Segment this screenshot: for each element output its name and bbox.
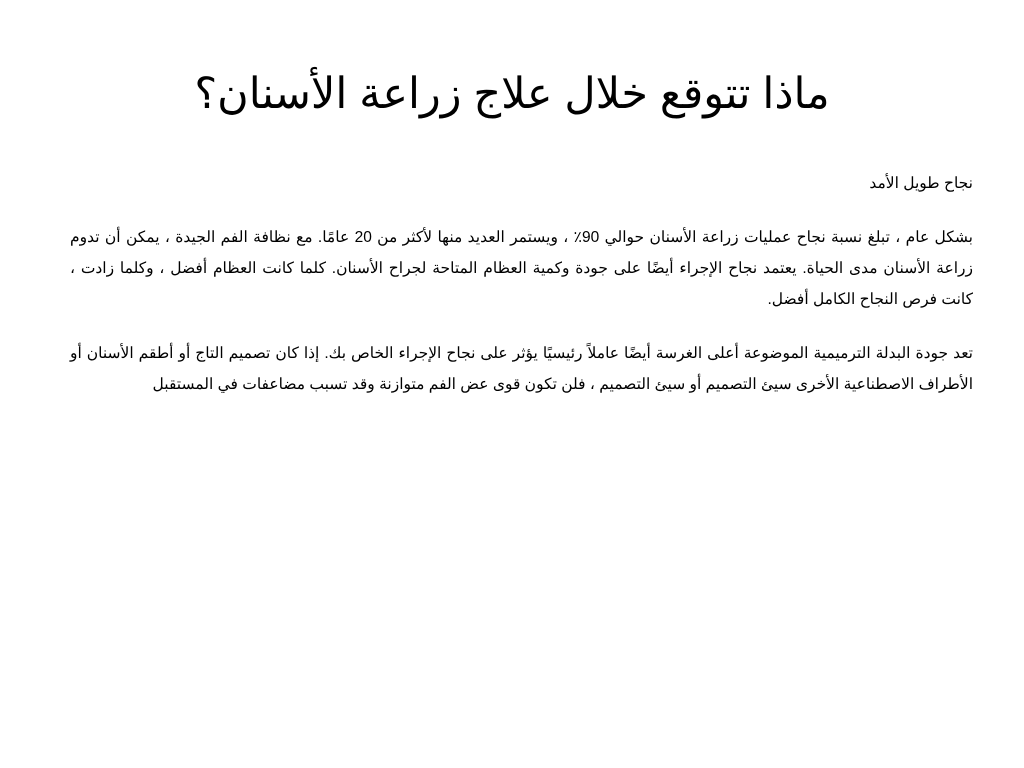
paragraph-success-rate: بشكل عام ، تبلغ نسبة نجاح عمليات زراعة الأسنان حوالي 90٪ ، ويستمر العديد منها لأكثر من 20 عامًا. مع نظافة الفم الجيدة ، يمكن أن تدوم زراعة الأسنان مدى الحياة. يعتمد نجاح الإجراء أيضًا على جودة وكمية العظام المتاحة لجراح الأسنان. كلما كانت العظام أفضل ، وكلما زادت ، كانت فرص النجاح الكامل أفضل. (70, 229, 974, 308)
paragraph-subheading: نجاح طويل الأمد (869, 175, 973, 192)
slide-body (70, 168, 973, 423)
paragraph-restoration-quality: تعد جودة البدلة الترميمية الموضوعة أعلى الغرسة أيضًا عاملاً رئيسيًا يؤثر على نجاح الإجراء الخاص بك. إذا كان تصميم التاج أو أطقم الأسنان أو الأطراف الاصطناعية الأخرى سيئ التصميم أو سيئ التصميم ، فلن تكون قوى عض الفم متوازنة وقد تسبب مضاعفات في المستقبل (70, 345, 973, 393)
slide-title: ماذا تتوقع خلال علاج زراعة الأسنان؟ (194, 70, 830, 118)
